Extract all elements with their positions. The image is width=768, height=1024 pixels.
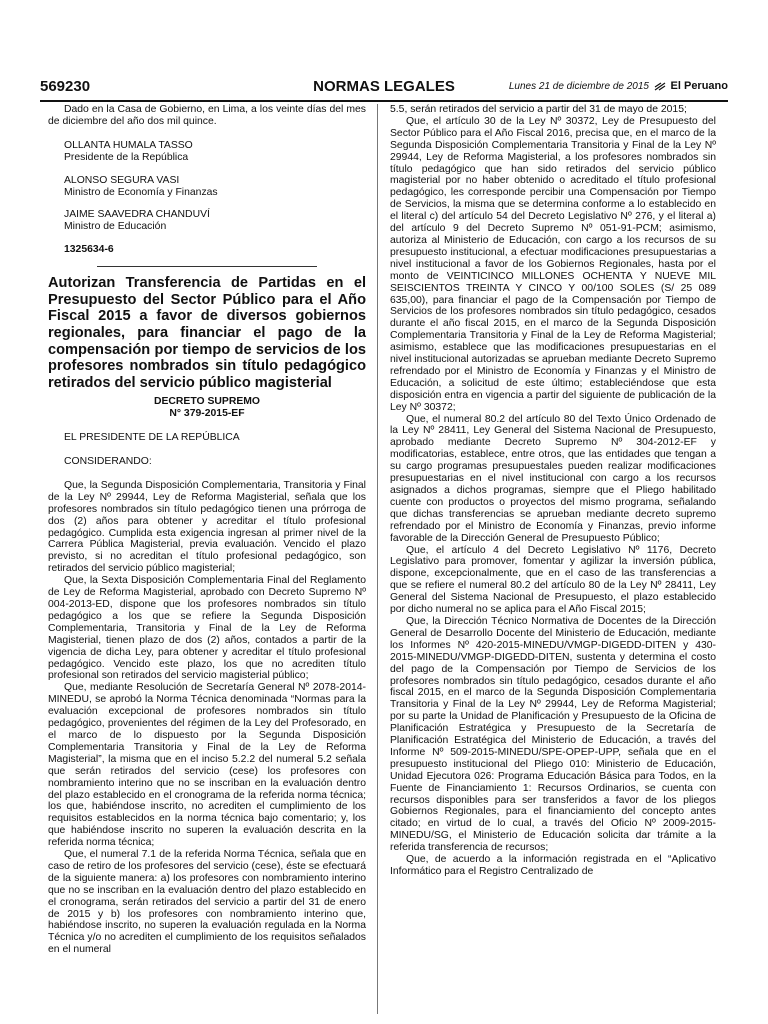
decree-heading <box>48 396 366 420</box>
newspaper-logo-icon <box>654 82 666 91</box>
signatory-title: Ministro de Educación <box>64 221 167 233</box>
section-divider <box>97 266 317 267</box>
paragraph: Que, la Sexta Disposición Complementaria Final del Reglamento de Ley de Reforma Magisterial, aprobado con Decreto Supremo Nº 004-2013-ED, dispone que los profesores nombrados sin título pedagógico a los que se refiere la Segunda Disposición Complementaria, Transitoria y Final de la Ley de Reforma Magisterial, tienen plazo de dos (2) años, contados a partir de la vigencia de dicha Ley, para obtener y acreditar el título profesional pedagógico. Vencido este plazo, los que no acrediten título profesional son retirados del servicio magisterial público; <box>48 575 366 682</box>
decree-number: N° 379-2015-EF <box>169 408 245 420</box>
paragraph: Que, la Segunda Disposición Complementaria, Transitoria y Final de la Ley Nº 29944, Ley de Reforma Magisterial, señala que los profesores nombrados sin título pedagógico tienen una prórroga de dos (2) años para obtener y acreditar el título profesional pedagógico. Cumplida esta exigencia ingresan al primer nivel de la Carrera Pública Magisterial, previa evaluación. Vencido el plazo previsto, si no acreditan el título profesional pedagógico, son retirados del servicio público magisterial; <box>48 479 366 575</box>
signatory-education-minister <box>64 209 366 233</box>
document-code: 1325634-6 <box>64 244 114 256</box>
paragraph: Que, de acuerdo a la información registrada en el “Aplicativo Informático para el Registro Centralizado de <box>390 854 716 877</box>
article-title: Autorizan Transferencia de Partidas en el Presupuesto del Sector Público para el Año Fiscal 2015 a favor de diversos gobiernos regionales, para financiar el pago de la compensación por tiempo de servicios de los profesores nombrados sin título pedagógico retirados del servicio público magisterial <box>48 275 366 391</box>
left-column <box>48 104 366 956</box>
signatory-president <box>64 140 366 164</box>
page-header <box>40 78 728 100</box>
paragraph: Que, el artículo 30 de la Ley Nº 30372, Ley de Presupuesto del Sector Público para el Año Fiscal 2016, precisa que, en el marco de la Segunda Disposición Complementaria Transitoria y Final de la Ley Nº 29944, Ley de Reforma Magisterial, a los profesores nombrados sin título pedagógico que han sido retirados del servicio público magisterial por no haber obtenido o acreditado el título profesional pedagógico, les corresponde percibir una Compensación por Tiempo de Servicios, la misma que se determina conforme a lo establecido en el literal c) del artículo 54 del Decreto Legislativo Nº 276, y el literal a) del artículo 9 del Decreto Supremo Nº 051-91-PCM; asimismo, autoriza al Ministerio de Educación, con cargo a los recursos de su presupuesto institucional, a efectuar modificaciones presupuestarias a nivel institucional a favor de los Gobiernos Regionales, hasta por el monto de VEINTICINCO MILLONES OCHENTA Y NUEVE MIL SEISCIENTOS TREINTA Y CINCO Y 00/100 SOLES (S/ 25 089 635,00), para financiar el pago de la Compensación por Tiempo de Servicios de los profesores nombrados sin título pedagógico, cesados durante el año fiscal 2015, en el marco de la Segunda Disposición Complementaria Transitoria y Final de la Ley de Reforma Magisterial; asimismo, establece que las modificaciones presupuestarias en el nivel institucional autorizadas se aprueban mediante Decreto Supremo refrendado por el Ministro de Economía y Finanzas y el Ministro de Educación, a solicitud de este último; estableciéndose que esta disposición entra en vigencia a partir del siguiente de publicación de la Ley Nº 30372; <box>390 115 716 413</box>
paragraph: Que, la Dirección Técnico Normativa de Docentes de la Dirección General de Desarrollo Docente del Ministerio de Educación, mediante los Informes Nº 420-2015-MINEDU/VMGP-DIGEDD-DITEN y 430-2015-MINEDU/VMGP-DIGEDD-DITEN, sustenta y determina el costo del pago de la Compensación por Tiempo de Servicios de los profesores nombrados sin título pedagógico, cesados durante el año fiscal 2015, en el marco de la Segunda Disposición Complementaria Transitoria y Final de la Ley Nº 29944, Ley de Reforma Magisterial; por su parte la Unidad de Planificación y Presupuesto de la Oficina de Planificación Estratégica y Presupuesto de la Secretaría de Planificación Estratégica del Ministerio de Educación, a través del Informe Nº 509-2015-MINEDU/SPE-OPEP-UPP, señala que en el presupuesto institucional del Pliego 010: Ministerio de Educación, Unidad Ejecutora 026: Programa Educación Básica para Todos, en la Fuente de Financiamiento 1: Recursos Ordinarios, se cuenta con recursos disponibles para ser transferidos a favor de los pliegos Gobiernos Regionales, para el financiamiento del concepto antes citado; en virtud de lo cual, a través del Oficio Nº 2009-2015-MINEDU/SG, el Ministerio de Educación solicita dar trámite a la referida transferencia de recursos; <box>390 615 716 854</box>
decree-type: DECRETO SUPREMO <box>153 396 261 408</box>
header-rule <box>40 100 728 102</box>
page-number: 569230 <box>40 78 91 95</box>
issue-date: Lunes 21 de diciembre de 2015 <box>508 81 649 92</box>
signatory-title: Ministro de Economía y Finanzas <box>64 186 218 198</box>
closing-statement: Dado en la Casa de Gobierno, en Lima, a los veinte días del mes de diciembre del año dos mil quince. <box>48 104 366 127</box>
continued-text: 5.5, serán retirados del servicio a partir del 31 de mayo de 2015; <box>390 104 687 115</box>
paragraph: Que, el numeral 80.2 del artículo 80 del Texto Único Ordenado de la Ley Nº 28411, Ley General del Sistema Nacional de Presupuesto, aprobado mediante Decreto Supremo Nº 304-2012-EF y modificatorias, establece, entre otros, que las entidades que tengan a su cargo programas presupuestales pueden realizar modificaciones presupuestarias en el nivel institucional con cargo a los recursos asignados a dichos programas, siempre que el Pliego habilitado cuente con productos o proyectos del mismo programa, señalando que dichas transferencias se aprueban mediante decreto supremo refrendado por el Ministro de Economía y Finanzas, previo informe favorable de la Dirección General de Presupuesto Público; <box>390 413 716 544</box>
publication-title: NORMAS LEGALES <box>313 78 455 95</box>
signatory-name: JAIME SAAVEDRA CHANDUVÍ <box>64 209 210 221</box>
paragraph: Que, el numeral 7.1 de la referida Norma Técnica, señala que en caso de retiro de los profesores del servicio (cese), éste se efectuará de la siguiente manera: a) los profesores con nombramiento interino que no se inscriban en la evaluación dentro del plazo establecido en el cronograma, serán retirados del servicio a partir del 31 de enero de 2015 y b) los profesores con nombramiento interino que, habiéndose inscrito, no superen la evaluación regulada en la Norma Técnica y/o no acrediten el cumplimiento de los requisitos señalados en el numeral <box>48 849 366 956</box>
right-column <box>390 104 716 878</box>
column-divider <box>377 104 378 1014</box>
issuing-authority: EL PRESIDENTE DE LA REPÚBLICA <box>64 432 240 444</box>
paragraph: Que, mediante Resolución de Secretaría General Nº 2078-2014-MINEDU, se aprobó la Norma Técnica denominada “Normas para la evaluación excepcional de profesores nombrados sin título pedagógico, provenientes del régimen de la Ley del Profesorado, en el marco de lo dispuesto por la Segunda Disposición Complementaria Transitoria y Final de la Ley de Reforma Magisterial”, la misma que en el inciso 5.2.2 del numeral 5.2 señala que serán retirados del servicio (cese) los profesores con nombramiento interino que no se inscriban en la evaluación dentro del plazo establecido en el cronograma de la referida norma técnica; los que, habiéndose inscrito, no acrediten el cumplimiento de los requisitos establecidos en la norma técnica bajo comentario; y, los que habiéndose inscrito no superen la evaluación descrita en la referida norma técnica; <box>48 682 366 849</box>
newspaper-name: El Peruano <box>670 80 728 92</box>
considering-heading: CONSIDERANDO: <box>64 456 152 468</box>
signatory-economy-minister <box>64 175 366 199</box>
header-date-block <box>509 80 728 92</box>
signatory-name: OLLANTA HUMALA TASSO <box>64 139 193 151</box>
paragraph: Que, el artículo 4 del Decreto Legislativo Nº 1176, Decreto Legislativo para promover, fomentar y agilizar la inversión pública, dispone, excepcionalmente, que en el caso de las transferencias a que se refiere el numeral 80.2 del artículo 80 de la Ley Nº 28411, Ley General del Sistema Nacional de Presupuesto, el plazo establecido por dicho numeral no se aplica para el Año Fiscal 2015; <box>390 544 716 616</box>
signatory-name: ALONSO SEGURA VASI <box>64 174 180 186</box>
signatory-title: Presidente de la República <box>64 151 189 163</box>
